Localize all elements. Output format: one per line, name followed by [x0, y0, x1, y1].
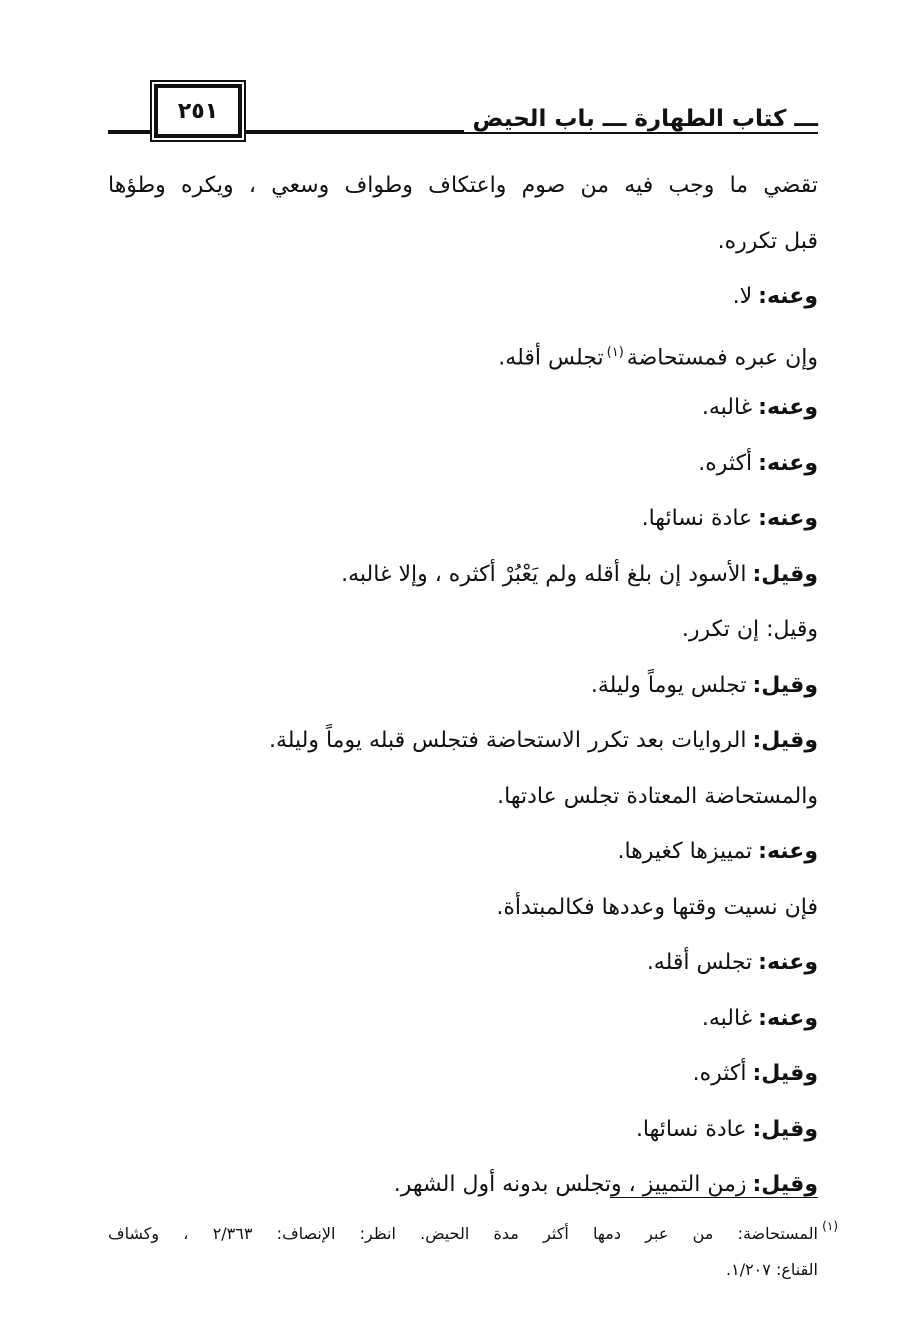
text-line: [108, 436, 818, 492]
keyword: وعنه:: [758, 450, 818, 476]
text-line: [108, 713, 818, 769]
text-line: وقيل: إن تكرر.: [681, 617, 818, 642]
keyword: وعنه:: [758, 284, 818, 309]
line-text: الروايات بعد تكرر الاستحاضة فتجلس قبله يوماً وليلة.: [268, 728, 747, 753]
running-title: ـــ كتاب الطهارة ـــ باب الحيض: [464, 106, 818, 132]
page-number: ٢٥١: [154, 84, 242, 138]
keyword: وقيل:: [752, 561, 818, 587]
keyword: وقيل:: [752, 728, 818, 753]
line-text: الأسود إن بلغ أقله ولم يَعْبُرْ أكثره ، وإلا غالبه.: [341, 561, 747, 587]
line-text: وإن عبره فمستحاضة: [626, 344, 818, 370]
line-text: تجلس أقله.: [498, 344, 604, 370]
keyword: وقيل:: [752, 1061, 818, 1086]
keyword: وعنه:: [758, 506, 818, 531]
body-text: [108, 158, 818, 1213]
text-line: [108, 991, 818, 1047]
keyword: وعنه:: [758, 839, 818, 864]
text-line: [108, 269, 818, 325]
line-text: غالبه.: [701, 1005, 753, 1031]
keyword: وعنه:: [758, 950, 818, 975]
line-text: لا.: [732, 284, 753, 309]
line-text: زمن التمييز ، وتجلس بدونه أول الشهر.: [393, 1172, 747, 1197]
line-text: تجلس أقله.: [646, 950, 753, 975]
keyword: وعنه:: [758, 395, 818, 420]
text-line: [108, 380, 818, 436]
line-text: عادة نسائها.: [641, 506, 753, 531]
text-line: [108, 824, 818, 880]
text-line: قبل تكرره.: [717, 228, 818, 254]
footnote-separator: [610, 1197, 818, 1198]
text-line: [108, 1046, 818, 1102]
footnote-line: القناع: ١/٢٠٧.: [726, 1260, 818, 1279]
text-line: والمستحاضة المعتادة تجلس عادتها.: [497, 783, 818, 809]
text-line: فإن نسيت وقتها وعددها فكالمبتدأة.: [496, 894, 818, 920]
text-line: [108, 1157, 818, 1213]
keyword: وقيل:: [752, 1172, 818, 1197]
line-text: تجلس يوماً وليلة.: [590, 672, 747, 698]
footnote-reference[interactable]: (١): [606, 344, 624, 360]
page-header: [108, 80, 818, 140]
keyword: وقيل:: [752, 1116, 818, 1142]
line-text: تمييزها كغيرها.: [617, 839, 753, 864]
text-line: [108, 658, 818, 714]
text-line: [108, 547, 818, 603]
text-line: [108, 1102, 818, 1158]
text-line: [108, 935, 818, 991]
text-line: تقضي ما وجب فيه من صوم واعتكاف وطواف وسعي ، ويكره وطؤها: [108, 173, 818, 198]
text-line: [108, 491, 818, 547]
line-text: غالبه.: [701, 395, 753, 420]
text-line: [108, 325, 818, 381]
keyword: وقيل:: [752, 672, 818, 698]
footnote: [108, 1216, 838, 1288]
line-text: أكثره.: [698, 450, 753, 476]
footnote-marker: (١): [822, 1219, 838, 1233]
keyword: وعنه:: [758, 1005, 818, 1031]
footnote-line: المستحاضة: من عبر دمها أكثر مدة الحيض. انظر: الإنصاف: ٢/٣٦٣ ، وكشاف: [108, 1224, 818, 1243]
line-text: أكثره.: [692, 1061, 747, 1086]
line-text: عادة نسائها.: [635, 1116, 747, 1142]
